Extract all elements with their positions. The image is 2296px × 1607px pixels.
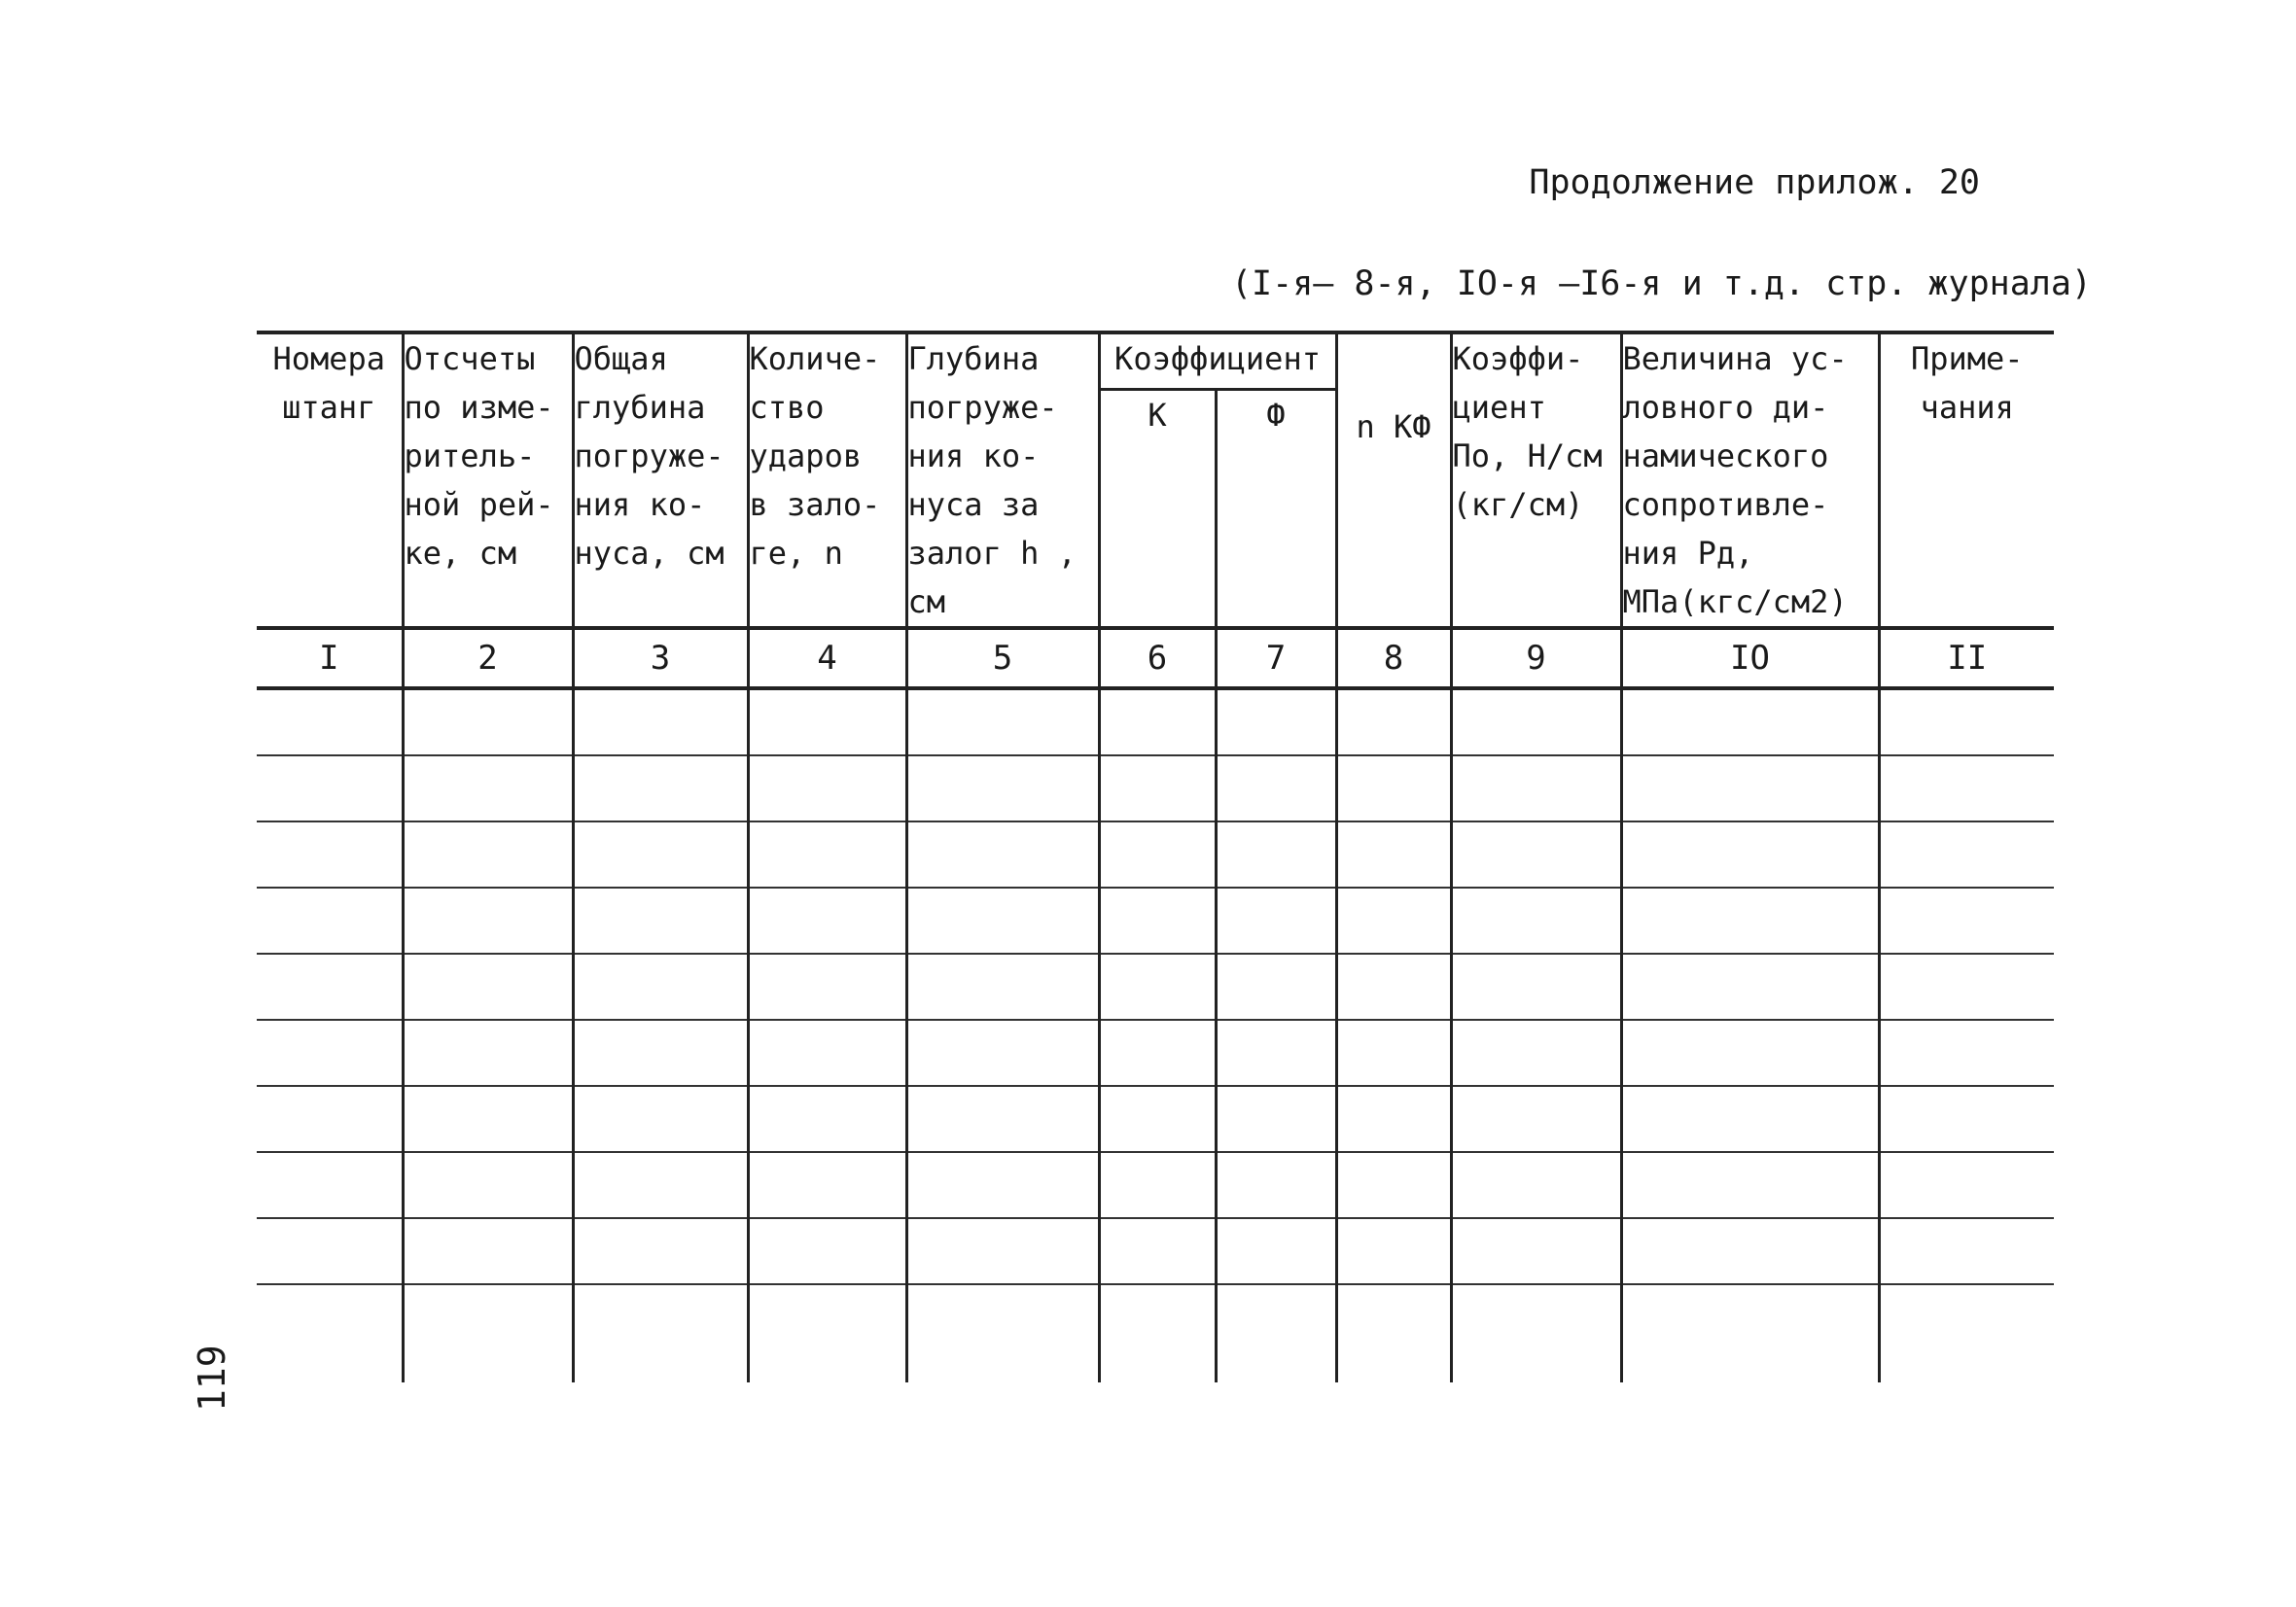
table-cell <box>1336 888 1451 954</box>
table-cell <box>906 821 1099 888</box>
table-cell <box>403 1086 573 1152</box>
table-cell <box>1336 954 1451 1020</box>
table-cell <box>257 888 403 954</box>
table-cell <box>1451 1218 1621 1284</box>
table-cell <box>748 821 906 888</box>
table-cell <box>1451 1284 1621 1382</box>
journal-table <box>257 331 2054 1382</box>
col-header-total-depth: Общая глубина погруже- ния ко- нуса, см <box>573 332 748 628</box>
table-cell <box>1621 1152 1879 1218</box>
table-cell <box>1621 755 1879 821</box>
table-cell <box>1451 888 1621 954</box>
table-cell <box>1099 1020 1216 1086</box>
table-cell <box>1336 1020 1451 1086</box>
table-cell <box>1216 1284 1336 1382</box>
column-number: 8 <box>1336 628 1451 688</box>
column-number: 3 <box>573 628 748 688</box>
col-header-rail-readings: Отсчеты по изме- ритель- ной рей- ке, см <box>403 332 573 628</box>
table-cell <box>1621 1218 1879 1284</box>
table-cell <box>1879 1284 2054 1382</box>
col-header-dynamic-resistance: Величина ус- ловного ди- намического сопротивле- ния Рд, МПа(кгс/см2) <box>1621 332 1879 628</box>
table-cell <box>1216 821 1336 888</box>
table-cell <box>573 1020 748 1086</box>
table-cell <box>748 688 906 755</box>
table-cell <box>1621 954 1879 1020</box>
col-header-k: К <box>1099 389 1216 628</box>
table-cell <box>257 755 403 821</box>
table-row <box>257 1152 2054 1218</box>
table-cell <box>1099 888 1216 954</box>
table-cell <box>906 1086 1099 1152</box>
table-cell <box>1216 1020 1336 1086</box>
table-cell <box>1336 755 1451 821</box>
table-cell <box>403 755 573 821</box>
table-cell <box>748 1152 906 1218</box>
table-cell <box>403 1284 573 1382</box>
table-cell <box>1216 888 1336 954</box>
column-number: 7 <box>1216 628 1336 688</box>
table-cell <box>257 688 403 755</box>
table-cell <box>1216 1086 1336 1152</box>
col-header-rod-numbers: Номера штанг <box>257 332 403 628</box>
table-cell <box>1216 1218 1336 1284</box>
table-cell <box>403 888 573 954</box>
table-cell <box>1879 1086 2054 1152</box>
table-cell <box>1451 755 1621 821</box>
table-cell <box>257 954 403 1020</box>
table-cell <box>1099 755 1216 821</box>
col-header-f: Ф <box>1216 389 1336 628</box>
table-cell <box>1621 688 1879 755</box>
table-cell <box>1099 1086 1216 1152</box>
table-cell <box>1099 821 1216 888</box>
table-cell <box>906 1152 1099 1218</box>
table-cell <box>1879 755 2054 821</box>
table-cell <box>1879 954 2054 1020</box>
table-cell <box>748 1218 906 1284</box>
table-cell <box>257 1218 403 1284</box>
table-cell <box>403 1020 573 1086</box>
table-cell <box>573 1086 748 1152</box>
table-cell <box>257 1020 403 1086</box>
table-cell <box>906 888 1099 954</box>
table-cell <box>1451 1086 1621 1152</box>
table-cell <box>906 1020 1099 1086</box>
table-cell <box>1621 1284 1879 1382</box>
continuation-label: Продолжение прилож. 20 <box>1529 163 1980 202</box>
table-cell <box>403 954 573 1020</box>
column-number: 2 <box>403 628 573 688</box>
table-cell <box>748 954 906 1020</box>
table-cell <box>257 821 403 888</box>
table-cell <box>1336 1284 1451 1382</box>
table-cell <box>748 755 906 821</box>
table-cell <box>1879 1020 2054 1086</box>
table-cell <box>257 1152 403 1218</box>
table-cell <box>1621 821 1879 888</box>
column-number: IO <box>1621 628 1879 688</box>
journal-pages-subtitle: (I-я– 8-я, IO-я –I6-я и т.д. стр. журнала) <box>1230 264 2092 303</box>
table-cell <box>1216 755 1336 821</box>
table-cell <box>1451 954 1621 1020</box>
table-row <box>257 888 2054 954</box>
table-cell <box>573 755 748 821</box>
table-row <box>257 1284 2054 1382</box>
table-cell <box>1336 821 1451 888</box>
table-cell <box>1216 954 1336 1020</box>
table-cell <box>573 1218 748 1284</box>
table-cell <box>1451 1020 1621 1086</box>
table-cell <box>748 888 906 954</box>
table-cell <box>906 1218 1099 1284</box>
table-cell <box>906 755 1099 821</box>
col-header-n-kf: n КФ <box>1336 332 1451 628</box>
table-cell <box>1336 1152 1451 1218</box>
table-row <box>257 755 2054 821</box>
table-cell <box>573 821 748 888</box>
table-cell <box>1451 821 1621 888</box>
column-number: II <box>1879 628 2054 688</box>
page-number: 119 <box>191 1345 233 1412</box>
table-body <box>257 628 2054 1382</box>
table-cell <box>1216 688 1336 755</box>
table-cell <box>403 1218 573 1284</box>
table-cell <box>1216 1152 1336 1218</box>
column-numbers-row <box>257 628 2054 688</box>
table-cell <box>1879 821 2054 888</box>
table-cell <box>1879 888 2054 954</box>
table-cell <box>1336 1218 1451 1284</box>
table-cell <box>1099 1152 1216 1218</box>
column-number: 4 <box>748 628 906 688</box>
table-cell <box>403 688 573 755</box>
table-cell <box>1621 1020 1879 1086</box>
table-cell <box>1451 1152 1621 1218</box>
table-row <box>257 1218 2054 1284</box>
table-cell <box>1336 688 1451 755</box>
column-number: 9 <box>1451 628 1621 688</box>
table-cell <box>1879 1152 2054 1218</box>
table-cell <box>1879 1218 2054 1284</box>
table-cell <box>403 1152 573 1218</box>
table-cell <box>257 1086 403 1152</box>
col-header-notes: Приме- чания <box>1879 332 2054 628</box>
table-row <box>257 688 2054 755</box>
table-cell <box>403 821 573 888</box>
table-cell <box>1336 1086 1451 1152</box>
table-row <box>257 954 2054 1020</box>
col-header-blow-count: Количе- ство ударов в зало- ге, n <box>748 332 906 628</box>
column-number: I <box>257 628 403 688</box>
table-cell <box>573 888 748 954</box>
table-cell <box>748 1284 906 1382</box>
table-row <box>257 1086 2054 1152</box>
table-cell <box>1451 688 1621 755</box>
table-cell <box>573 954 748 1020</box>
table-cell <box>748 1020 906 1086</box>
table-cell <box>906 1284 1099 1382</box>
table-cell <box>906 954 1099 1020</box>
table-row <box>257 1020 2054 1086</box>
column-number: 6 <box>1099 628 1216 688</box>
table-cell <box>1099 688 1216 755</box>
col-header-depth-per-set: Глубина погруже- ния ко- нуса за залог h , см <box>906 332 1099 628</box>
table-cell <box>1879 688 2054 755</box>
col-header-coefficient-po: Коэффи- циент По, Н/см (кг/см) <box>1451 332 1621 628</box>
table-cell <box>906 688 1099 755</box>
table-cell <box>1621 888 1879 954</box>
table-cell <box>1099 1218 1216 1284</box>
table-cell <box>573 688 748 755</box>
table-cell <box>573 1152 748 1218</box>
table-row <box>257 821 2054 888</box>
table-cell <box>1099 954 1216 1020</box>
table-cell <box>257 1284 403 1382</box>
table-cell <box>1099 1284 1216 1382</box>
table-cell <box>573 1284 748 1382</box>
col-header-coefficient: Коэффициент <box>1099 332 1336 389</box>
column-number: 5 <box>906 628 1099 688</box>
table-cell <box>1621 1086 1879 1152</box>
table-cell <box>748 1086 906 1152</box>
